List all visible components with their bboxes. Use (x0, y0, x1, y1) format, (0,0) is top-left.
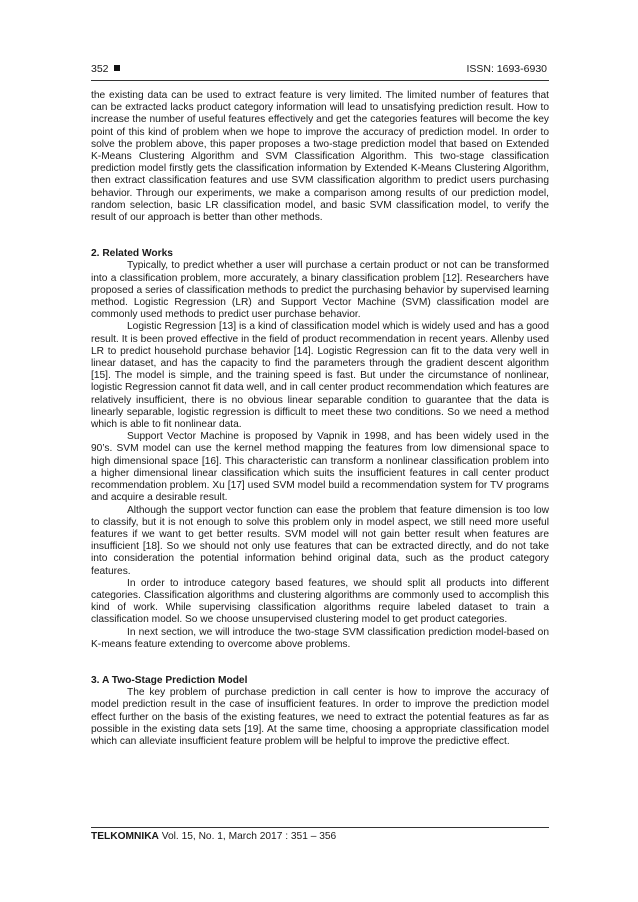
intro-paragraph: the existing data can be used to extract feature is very limited. The limited number of features that can be extracted lacks product category information will lead to unsatisfying prediction result. How to increase the number of useful features effectively and get the categories features will become the key point of this kind of problem when we hope to improve the accuracy of prediction model. In order to solve the problem above, this paper proposes a two-stage prediction model that based on Extended K-Means Clustering Algorithm and SVM Classification Algorithm. This two-stage classification prediction model firstly gets the classification information by Extended K-Means Clustering Algorithm, then extract classification features and use SVM classification algorithm to predict users purchasing behavior. Through our experiments, we make a comparison among results of our prediction model, random selection, basic LR classification model, and basic SVM classification model, to verify the result of our approach is better than other methods. (91, 90, 549, 224)
page-footer (91, 830, 336, 843)
section2-heading: 2. Related Works (91, 248, 173, 260)
spacer (91, 651, 549, 675)
footer-rule (91, 827, 549, 828)
section2-paragraph: In order to introduce category based features, we should split all products into different categories. Classification algorithms and clustering algorithms are commonly used to accomplish this kind of work. While supervising classification algorithms require labeled dataset to train a classification model. So we choose unsupervised clustering model to get product categories. (91, 577, 549, 626)
main-text (91, 90, 549, 748)
journal-citation: Vol. 15, No. 1, March 2017 : 351 – 356 (161, 831, 337, 842)
spacer (91, 224, 549, 248)
header-rule (91, 80, 549, 81)
header-left (91, 62, 120, 76)
issn: ISSN: 1693-6930 (466, 63, 547, 75)
section2-paragraph: Although the support vector function can ease the problem that feature dimension is too low to classify, but it is not enough to solve this problem only in model aspect, we still need more useful features if we want to get better results. SVM model will not gain better result when features are insufficient [18]. So we should not only use features that can be extracted directly, and do not take into consideration the potential information behind original data, such as the product category features. (91, 504, 549, 577)
section3-heading: 3. A Two-Stage Prediction Model (91, 674, 248, 686)
square-bullet-icon (114, 65, 120, 71)
section2-paragraph: Support Vector Machine is proposed by Vapnik in 1998, and has been widely used in the 90’s. SVM model can use the kernel method mapping the features from low dimensional space to high dimensional space [16]. This characteristic can transform a nonlinear classification problem into a higher dimensional linear classification which suits the insufficient features in call center product recommendation problem. Xu [17] used SVM model build a recommendation system for TV programs and acquire a desirable result. (91, 431, 549, 504)
section2-paragraph: Logistic Regression [13] is a kind of classification model which is widely used and has a good result. It is been proved effective in the field of product recommendation in recent years. Allenby used LR to predict household purchase behavior [14]. Logistic Regression can fit to the data very well in linear dataset, and has the capacity to find the parameters through the gradient descent algorithm [15]. The model is simple, and the training speed is fast. But under the circumstance of nonlinear, logistic Regression cannot fit data well, and in call center product recommendation which features are relatively insufficient, there is no obvious linear separable condition to guarantee that the data is linearly separable, logistic regression is difficult to meet these two conditions. So we need a method which is able to fit nonlinear data. (91, 321, 549, 431)
section2-paragraph: Typically, to predict whether a user will purchase a certain product or not can be transformed into a classification problem, more accurately, a binary classification problem [12]. Researchers have proposed a series of classification methods to predict the purchasing behavior by supervised learning method. Logistic Regression (LR) and Support Vector Machine (SVM) classification model are commonly used methods to predict user purchase behavior. (91, 260, 549, 321)
section2-paragraph: In next section, we will introduce the two-stage SVM classification prediction model-based on K-means feature extending to overcome above problems. (91, 626, 549, 650)
section3-paragraph: The key problem of purchase prediction in call center is how to improve the accuracy of model prediction result in the case of insufficient features. In order to improve the prediction model effect further on the basis of the existing features, we need to extract the potential features as far as possible in the existing data sets [19]. At the same time, choosing a appropriate classification model which can alleviate insufficient feature problem will be helpful to improve the predictive effect. (91, 687, 549, 747)
journal-name: TELKOMNIKA (91, 831, 159, 842)
page-header (91, 62, 547, 76)
page-number: 352 (91, 63, 109, 75)
